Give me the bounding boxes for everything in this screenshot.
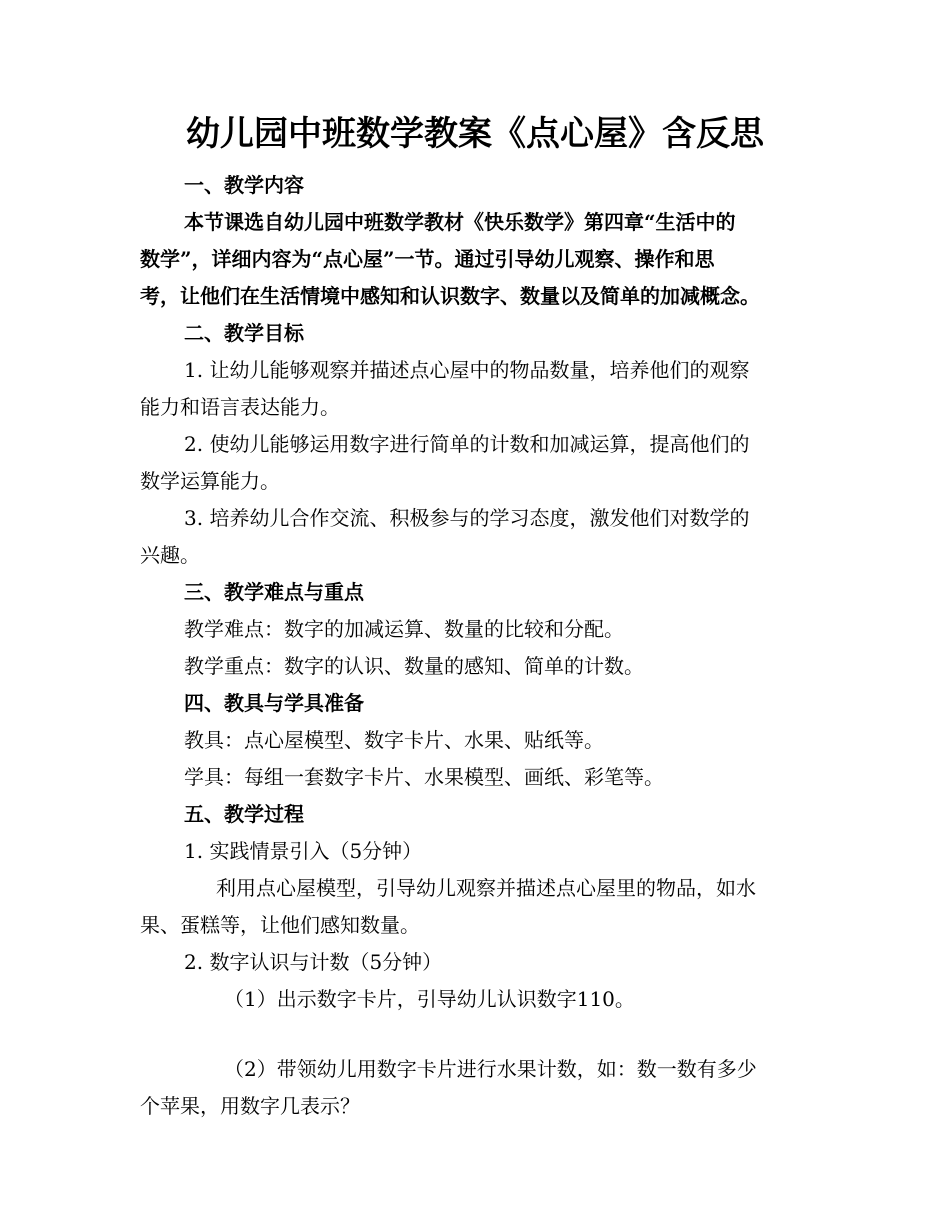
step-text-line: 果、蛋糕等，让他们感知数量。 [140,913,420,937]
blank-line [140,1018,810,1051]
goal-line: 3. 培养幼儿合作交流、积极参与的学习态度，激发他们对数学的 [184,506,750,530]
difficulty-line: 教学难点：数字的加减运算、数量的比较和分配。 [184,617,624,641]
goal-line: 2. 使幼儿能够运用数字进行简单的计数和加减运算，提高他们的 [184,432,750,456]
step-item-line: （2）带领幼儿用数字卡片进行水果计数，如：数一数有多少 [224,1057,757,1081]
student-tools-line: 学具：每组一套数字卡片、水果模型、画纸、彩笔等。 [184,765,664,789]
section-heading-difficulty: 三、教学难点与重点 [184,580,364,604]
paragraph-line: 考，让他们在生活情境中感知和认识数字、数量以及简单的加减概念。 [140,284,760,308]
section-heading-process: 五、教学过程 [184,802,304,826]
section-heading-content: 一、教学内容 [184,173,304,197]
paragraph-line: 数学”，详细内容为“点心屋”一节。通过引导幼儿观察、操作和思 [140,247,715,271]
step-item-line: （1）出示数字卡片，引导幼儿认识数字110。 [224,987,635,1011]
document-title: 幼儿园中班数学教案《点心屋》含反思 [186,114,764,154]
teacher-tools-line: 教具：点心屋模型、数字卡片、水果、贴纸等。 [184,728,604,752]
section-heading-goals: 二、教学目标 [184,321,304,345]
step-item-line: 个苹果，用数字几表示？ [140,1094,360,1118]
key-point-line: 教学重点：数字的认识、数量的感知、简单的计数。 [184,654,644,678]
step-title: 2. 数字认识与计数（5分钟） [184,950,443,974]
step-title: 1. 实践情景引入（5分钟） [184,839,423,863]
goal-line: 能力和语言表达能力。 [140,395,340,419]
document-body [140,167,810,1125]
paragraph-line: 本节课选自幼儿园中班数学教材《快乐数学》第四章“生活中的 [184,210,736,234]
step-text-line: 利用点心屋模型，引导幼儿观察并描述点心屋里的物品，如水 [216,876,756,900]
section-heading-tools: 四、教具与学具准备 [184,691,364,715]
goal-line: 1. 让幼儿能够观察并描述点心屋中的物品数量，培养他们的观察 [184,358,750,382]
goal-line: 兴趣。 [140,543,200,567]
goal-line: 数学运算能力。 [140,469,280,493]
